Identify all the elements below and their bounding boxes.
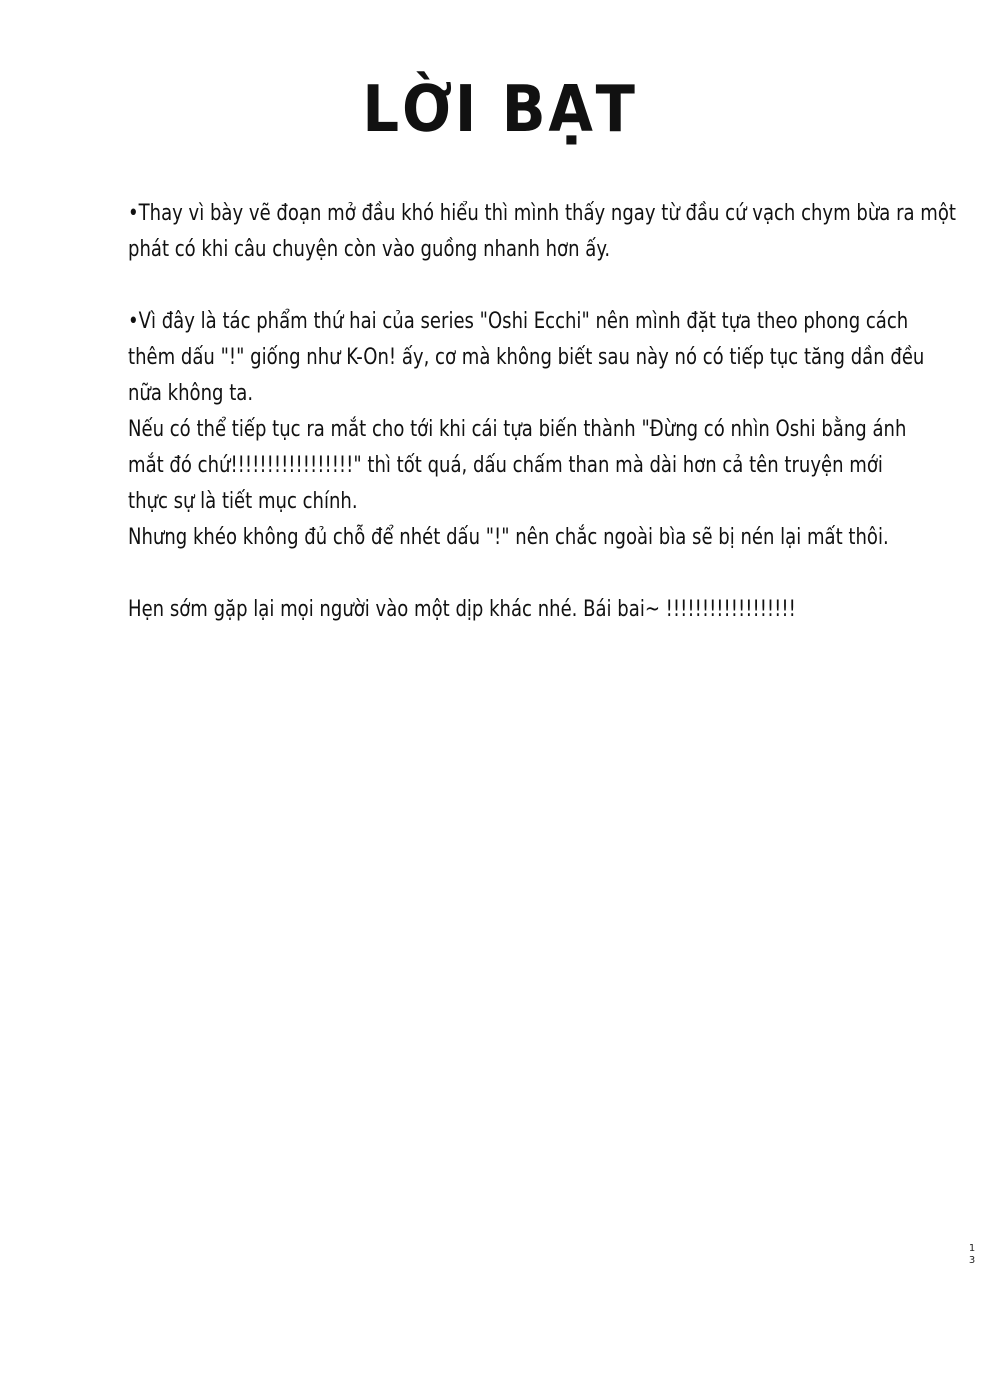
text-line: Hẹn sớm gặp lại mọi người vào một dịp khác nhé. Bái bai~ !!!!!!!!!!!!!!!!!! <box>128 597 796 622</box>
page-title: LỜI BẠT <box>362 73 638 147</box>
text-line: mắt đó chứ!!!!!!!!!!!!!!!!!" thì tốt quá, dấu chấm than mà dài hơn cả tên truyện mới <box>128 453 883 478</box>
text-line: •Thay vì bày vẽ đoạn mở đầu khó hiểu thì mình thấy ngay từ đầu cứ vạch chym bừa ra một <box>128 201 956 226</box>
text-line: nữa không ta. <box>128 381 254 406</box>
page-number-digit: 3 <box>968 1255 976 1266</box>
text-line: Nếu có thể tiếp tục ra mắt cho tới khi cái tựa biến thành "Đừng có nhìn Oshi bằng ánh <box>128 417 907 442</box>
text-line: •Vì đây là tác phẩm thứ hai của series "Oshi Ecchi" nên mình đặt tựa theo phong cách <box>128 309 909 334</box>
text-line: phát có khi câu chuyện còn vào guồng nhanh hơn ấy. <box>128 237 611 262</box>
afterword-text <box>128 196 956 628</box>
page-number <box>967 1243 977 1267</box>
text-line: thêm dấu "!" giống như K-On! ấy, cơ mà không biết sau này nó có tiếp tục tăng dần đều <box>128 345 925 370</box>
page-number-digit: 1 <box>968 1243 976 1254</box>
text-line: thực sự là tiết mục chính. <box>128 489 358 514</box>
paragraph-gap <box>128 268 776 304</box>
paragraph-gap <box>128 556 776 592</box>
text-line: Nhưng khéo không đủ chỗ để nhét dấu "!" nên chắc ngoài bìa sẽ bị nén lại mất thôi. <box>128 525 889 550</box>
